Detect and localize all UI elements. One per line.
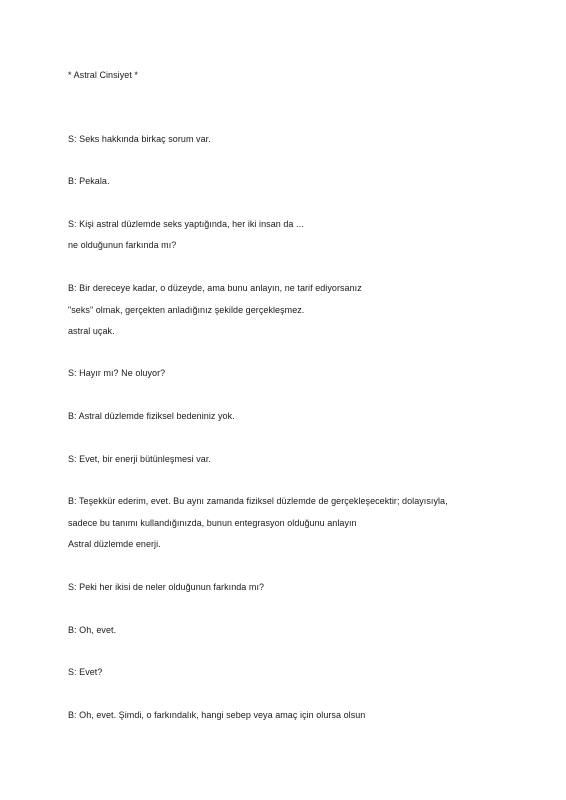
dialogue-line-9: B: Astral düzlemde fiziksel bedeniniz yok. <box>68 411 235 421</box>
dialogue-line-12: sadece bu tanımı kullandığınızda, bunun entegrasyon olduğunu anlayın <box>68 518 357 528</box>
dialogue-line-8: S: Hayır mı? Ne oluyor? <box>68 368 166 378</box>
dialogue-line-7: astral uçak. <box>68 326 115 336</box>
dialogue-line-2: B: Pekala. <box>68 176 110 186</box>
dialogue-line-3: S: Kişi astral düzlemde seks yaptığında, her iki insan da ... <box>68 219 304 229</box>
dialogue-line-11: B: Teşekkür ederim, evet. Bu aynı zamanda fiziksel düzlemde de gerçekleşecektir; dolayısıyla, <box>68 496 448 506</box>
dialogue-line-10: S: Evet, bir enerji bütünleşmesi var. <box>68 454 211 464</box>
dialogue-line-5: B: Bir dereceye kadar, o düzeyde, ama bunu anlayın, ne tarif ediyorsanız <box>68 283 362 293</box>
dialogue-line-17: B: Oh, evet. Şimdi, o farkındalık, hangi sebep veya amaç için olursa olsun <box>68 710 366 720</box>
dialogue-line-14: S: Peki her ikisi de neler olduğunun farkında mı? <box>68 582 265 592</box>
dialogue-line-6: "seks" olmak, gerçekten anladığınız şekilde gerçekleşmez. <box>68 305 305 315</box>
dialogue-line-16: S: Evet? <box>68 667 103 677</box>
dialogue-line-1: S: Seks hakkında birkaç sorum var. <box>68 134 211 144</box>
dialogue-line-15: B: Oh, evet. <box>68 625 117 635</box>
dialogue-line-4: ne olduğunun farkında mı? <box>68 240 177 250</box>
document-title: * Astral Cinsiyet * <box>68 70 138 80</box>
dialogue-line-13: Astral düzlemde enerji. <box>68 539 161 549</box>
